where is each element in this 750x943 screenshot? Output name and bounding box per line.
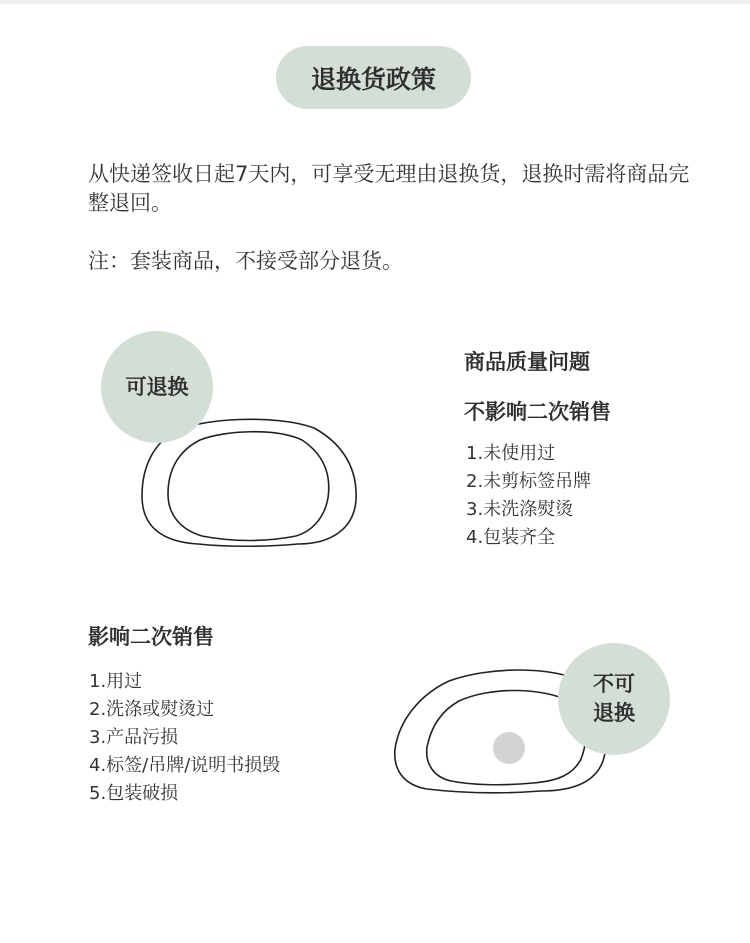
policy-text: 从快递签收日起7天内，可享受无理由退换货，退换时需将商品完整退回。 (88, 162, 690, 215)
policy-note: 注：套装商品，不接受部分退货。 (88, 249, 403, 273)
list-item: 3.产品污损 (89, 727, 179, 748)
list-item: 4.包装齐全 (466, 527, 556, 548)
top-divider (0, 0, 750, 4)
list-item: 1.未使用过 (466, 443, 556, 464)
returnable-heading-quality: 商品质量问题 (464, 350, 590, 374)
non-returnable-badge (558, 643, 670, 755)
page-title: 退换货政策 (276, 46, 471, 109)
list-item: 3.未洗涤熨烫 (466, 499, 574, 520)
non-returnable-badge-line2: 退换 (593, 701, 635, 725)
non-returnable-badge-line1: 不可 (593, 672, 635, 696)
returnable-badge: 可退换 (101, 331, 213, 443)
returnable-conditions-list (466, 440, 591, 552)
list-item: 2.洗涤或熨烫过 (89, 699, 215, 720)
returnable-heading-resale: 不影响二次销售 (464, 400, 611, 424)
list-item: 2.未剪标签吊牌 (466, 471, 592, 492)
list-item: 1.用过 (89, 671, 143, 692)
stain-mark (493, 732, 525, 764)
list-item: 4.标签/吊牌/说明书损毁 (89, 755, 281, 776)
non-returnable-conditions-list (89, 668, 280, 808)
non-returnable-heading: 影响二次销售 (88, 625, 214, 649)
list-item: 5.包装破损 (89, 783, 179, 804)
